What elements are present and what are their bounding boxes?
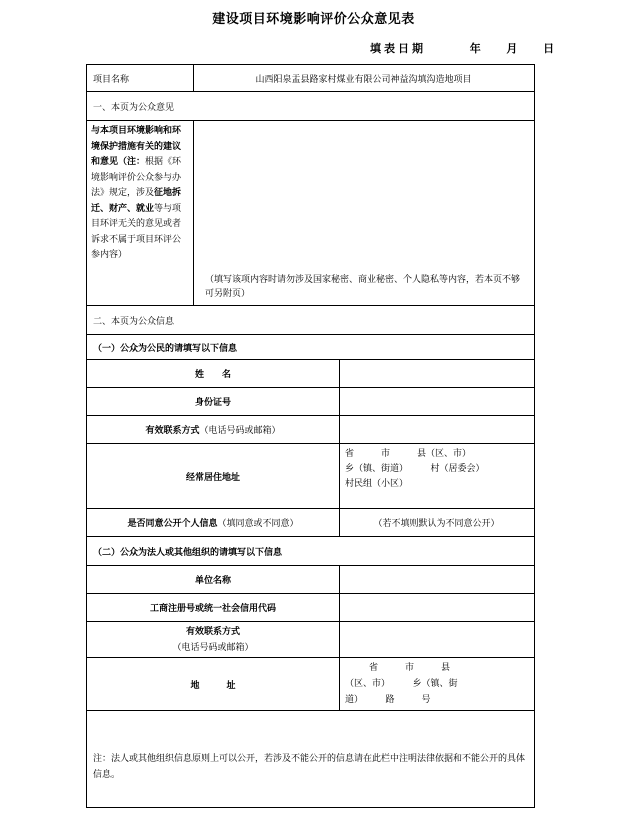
org-heading: （二）公众为法人或其他组织的请填写以下信息	[93, 547, 283, 558]
footnote-area[interactable]	[87, 711, 534, 807]
contact-label: 有效联系方式	[145, 426, 200, 436]
org-contact-hint: （电话号码或邮箱）	[172, 642, 254, 653]
citizen-heading-row	[86, 334, 535, 360]
citizen-consent-row	[86, 508, 535, 537]
id-field[interactable]	[339, 388, 534, 415]
address-label: 经常居住地址	[185, 472, 240, 483]
address-line2: 乡（镇、街道） 村（居委会）	[345, 464, 485, 474]
date-month: 月	[506, 42, 518, 55]
footnote-text: 注：法人或其他组织信息原则上可以公开，若涉及不能公开的信息请在此栏中注明法律依据和不能公开的具体信息。	[93, 754, 526, 780]
opinion-hint: （填写该项内容时请勿涉及国家秘密、商业秘密、个人隐私等内容，若本页不够可另附页）	[205, 275, 521, 299]
footnote-row	[86, 710, 535, 808]
contact-hint: （电话号码或邮箱）	[199, 426, 281, 436]
citizen-contact-row	[86, 415, 535, 444]
org-address-row	[86, 657, 535, 711]
opinion-note-bold2: 征地拆迁、财产、就业	[91, 188, 182, 214]
project-row	[86, 64, 535, 92]
date-day: 日	[543, 42, 555, 55]
org-contact-row	[86, 621, 535, 658]
form-title: 建设项目环境影响评价公众意见表	[212, 12, 415, 27]
org-address-label: 地 址	[190, 680, 236, 691]
org-reg-row	[86, 593, 535, 622]
citizen-address-row	[86, 443, 535, 509]
section1-heading: 一、本页为公众意见	[93, 102, 175, 113]
org-address-line1: 省 市 县	[369, 663, 451, 673]
citizen-id-row	[86, 387, 535, 416]
opinion-note-text2: 等与项目环评无关的意见或者诉求不属于项目环评公参内容）	[91, 203, 182, 260]
contact-label-cell	[87, 416, 339, 443]
consent-label-cell	[87, 509, 339, 536]
unit-label: 单位名称	[194, 576, 231, 586]
date-label: 填表日期	[370, 42, 426, 55]
consent-hint: （填同意或不同意）	[217, 519, 299, 529]
citizen-heading: （一）公众为公民的请填写以下信息	[93, 343, 238, 354]
consent-field[interactable]	[339, 509, 534, 536]
org-contact-label-cell	[87, 622, 339, 657]
consent-default: （若不填则默认为不同意公开）	[373, 519, 500, 529]
section2-heading: 二、本页为公众信息	[93, 316, 175, 327]
name-field[interactable]	[339, 360, 534, 387]
opinion-label-main: 与本项目环境影响和环境保护措施有关的建议和意见	[91, 126, 182, 167]
org-heading-row	[86, 536, 535, 566]
org-address-line2: （区、市） 乡（镇、街	[345, 679, 458, 689]
project-value: 山西阳泉盂县路家村煤业有限公司神益沟填沟造地项目	[255, 74, 472, 85]
opinion-note-text1: 根据《环境影响评价公众参与办法》规定，涉及	[91, 157, 182, 198]
opinion-label	[87, 121, 193, 305]
reg-label: 工商注册号或统一社会信用代码	[149, 604, 276, 614]
reg-field[interactable]	[339, 594, 534, 621]
address-line1: 省 市 县（区、市）	[345, 449, 472, 459]
org-unit-row	[86, 565, 535, 594]
fill-date	[370, 40, 554, 56]
org-contact-field[interactable]	[339, 622, 534, 657]
address-field[interactable]	[339, 444, 534, 508]
id-label: 身份证号	[194, 398, 231, 408]
name-label: 姓 名	[194, 370, 231, 380]
opinion-input-area[interactable]	[193, 121, 534, 305]
unit-field[interactable]	[339, 566, 534, 593]
citizen-name-row	[86, 359, 535, 388]
contact-field[interactable]	[339, 416, 534, 443]
opinion-note-start: （注：	[118, 157, 146, 167]
project-label: 项目名称	[93, 74, 130, 85]
org-address-field[interactable]	[339, 658, 534, 710]
section1-row	[86, 91, 535, 121]
section2-row	[86, 305, 535, 335]
opinion-row	[86, 120, 535, 306]
org-contact-label: 有效联系方式	[185, 626, 240, 637]
org-address-line3: 道） 路 号	[345, 695, 431, 705]
consent-label: 是否同意公开个人信息	[127, 519, 218, 529]
date-year: 年	[469, 42, 481, 55]
address-line3: 村民组（小区）	[345, 479, 409, 489]
